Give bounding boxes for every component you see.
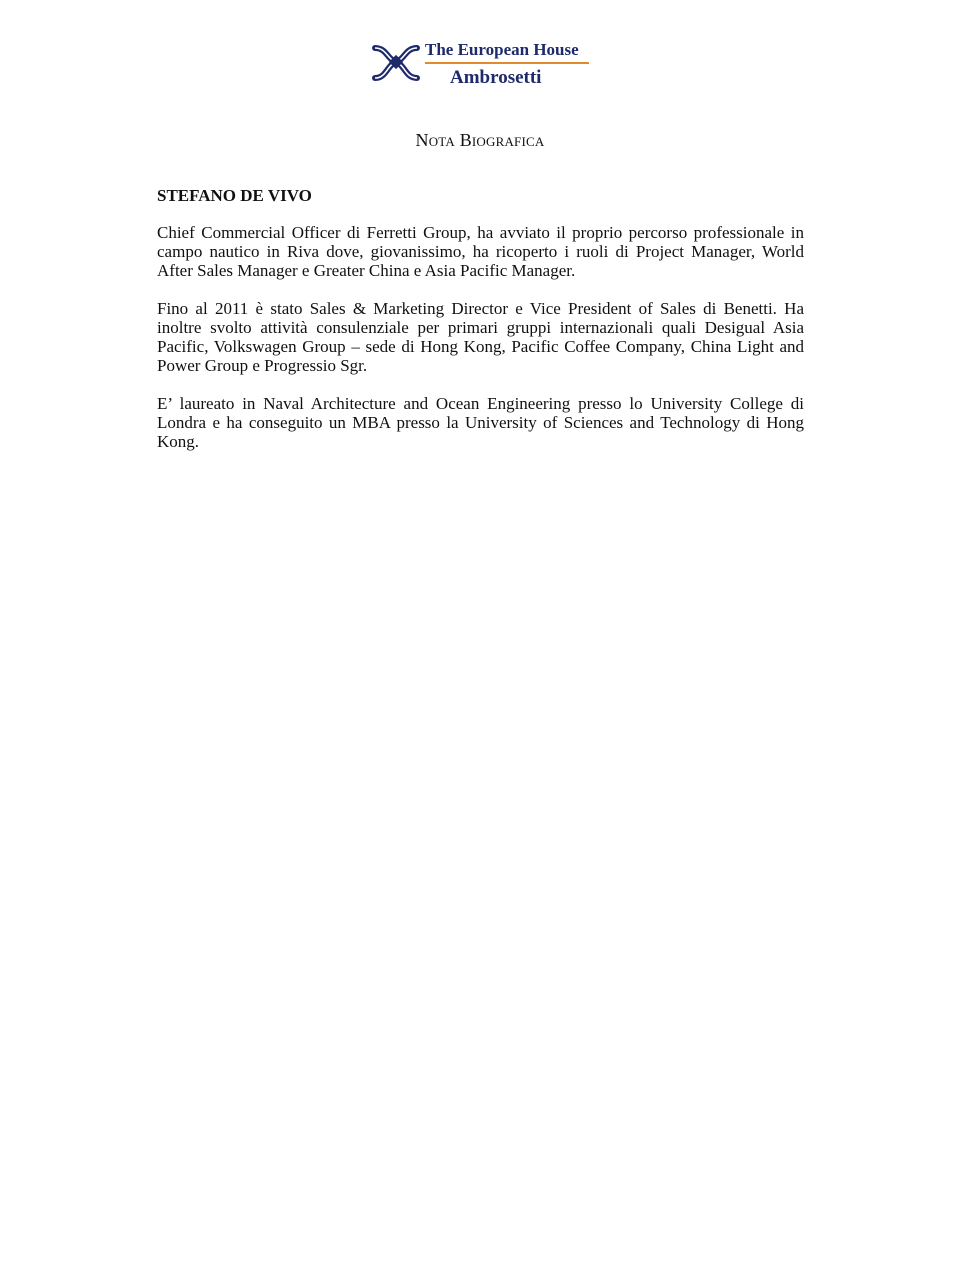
company-logo xyxy=(371,40,591,90)
ambrosetti-logo-mark-icon xyxy=(371,42,421,84)
bio-paragraph: Chief Commercial Officer di Ferretti Group, ha avviato il proprio percorso professionale in campo nautico in Riva dove, giovanissimo, ha ricoperto i ruoli di Project Manager, World After Sales Manager e Greater China e Asia Pacific Manager. xyxy=(157,223,804,280)
bio-paragraph: Fino al 2011 è stato Sales & Marketing Director e Vice President of Sales di Benetti. Ha inoltre svolto attività consulenziale per primari gruppi internazionali quali Desigual Asia Pacific, Volkswagen Group – sede di Hong Kong, Pacific Coffee Company, China Light and Power Group e Progressio Sgr. xyxy=(157,299,804,375)
document-title: Nota Biografica xyxy=(415,130,545,150)
bio-paragraph: E’ laureato in Naval Architecture and Ocean Engineering presso lo University College di Londra e ha conseguito un MBA presso la University of Sciences and Technology di Hong Kong. xyxy=(157,394,804,451)
person-name: STEFANO DE VIVO xyxy=(157,186,312,205)
logo-text xyxy=(425,40,591,89)
logo-line-2: Ambrosetti xyxy=(450,67,542,88)
bio-content xyxy=(157,186,804,470)
logo-line-1: The European House xyxy=(425,40,579,59)
logo-divider xyxy=(425,62,589,64)
